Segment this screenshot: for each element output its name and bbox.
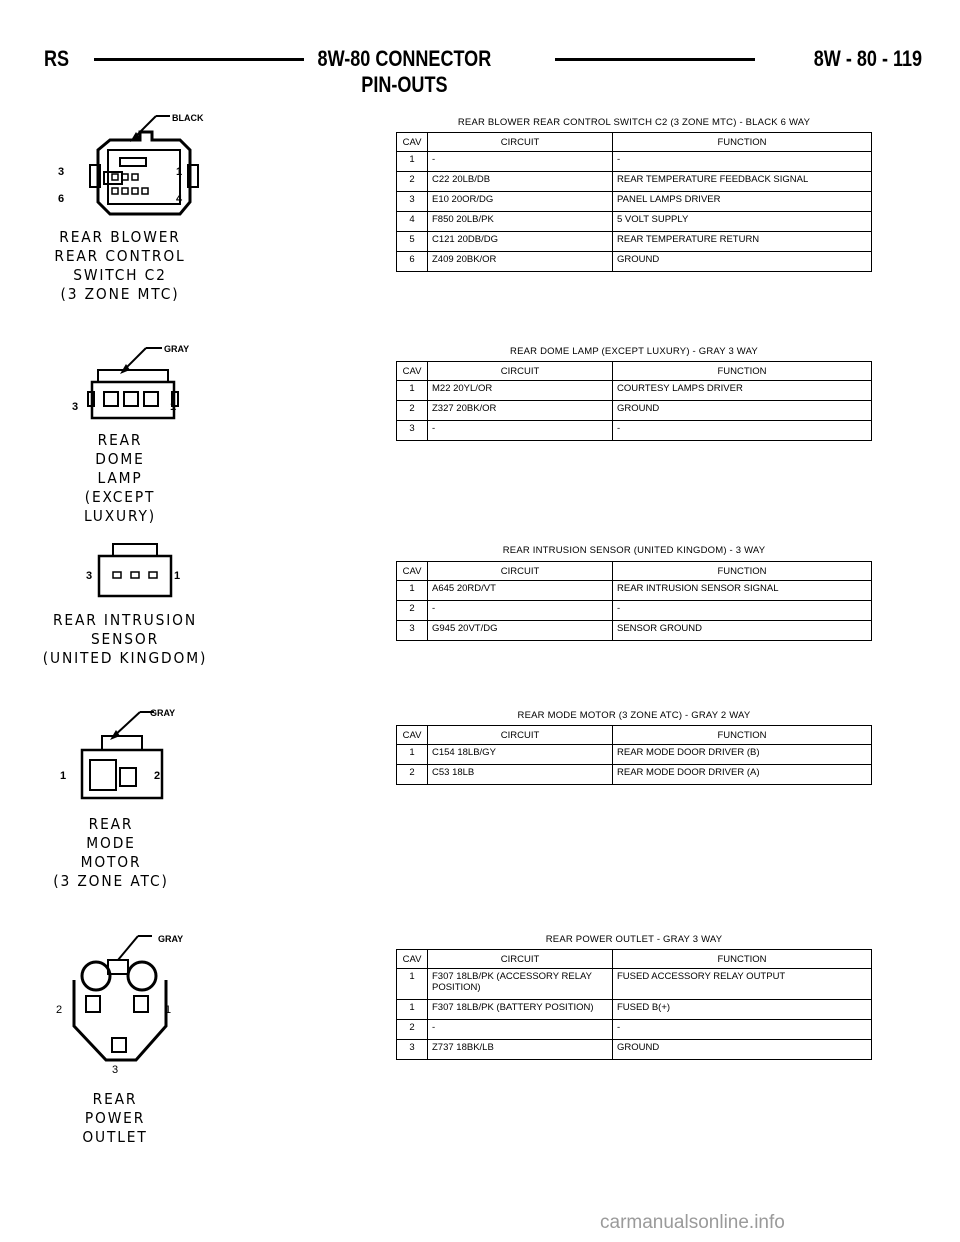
table-row xyxy=(397,212,872,232)
cell-circuit: F850 20LB/PK xyxy=(428,212,613,232)
cell-cav: 1 xyxy=(397,152,428,172)
column-header-cav: CAV xyxy=(397,726,428,745)
cell-function: - xyxy=(613,421,872,441)
caption-line: REAR BLOWER xyxy=(59,228,181,246)
watermark: carmanualsonline.info xyxy=(600,1212,785,1233)
column-header-function: FUNCTION xyxy=(613,562,872,581)
pinout-table xyxy=(396,361,872,441)
cell-cav: 4 xyxy=(397,212,428,232)
cell-function: 5 VOLT SUPPLY xyxy=(613,212,872,232)
connector-caption xyxy=(46,431,193,526)
connector-caption xyxy=(42,815,180,891)
cell-function: GROUND xyxy=(613,252,872,272)
cell-circuit: A645 20RD/VT xyxy=(428,581,613,601)
connector-caption xyxy=(46,1090,184,1147)
page-number: 8W - 80 - 119 xyxy=(813,46,922,71)
pinout-table xyxy=(396,949,872,1060)
caption-line: (3 ZONE MTC) xyxy=(60,285,180,303)
cell-circuit: C121 20DB/DG xyxy=(428,232,613,252)
cell-circuit: - xyxy=(428,152,613,172)
table-row xyxy=(397,1000,872,1020)
caption-line: REAR xyxy=(88,815,134,833)
cell-circuit: - xyxy=(428,1020,613,1040)
cell-cav: 3 xyxy=(397,421,428,441)
cell-cav: 3 xyxy=(397,192,428,212)
caption-line: REAR CONTROL xyxy=(54,247,186,265)
caption-line: OUTLET xyxy=(82,1128,148,1146)
column-header-function: FUNCTION xyxy=(613,726,872,745)
connector-caption xyxy=(38,611,213,668)
pinout-table xyxy=(396,725,872,785)
cell-cav: 2 xyxy=(397,601,428,621)
table-header-row xyxy=(397,950,872,969)
table-row xyxy=(397,192,872,212)
pinout-table xyxy=(396,561,872,641)
cell-circuit: F307 18LB/PK (ACCESSORY RELAY POSITION) xyxy=(428,969,613,1000)
caption-line: REAR INTRUSION xyxy=(52,611,198,629)
caption-line: (UNITED KINGDOM) xyxy=(42,649,208,667)
cell-cav: 1 xyxy=(397,581,428,601)
caption-line: LAMP xyxy=(97,469,143,487)
caption-line: MOTOR xyxy=(80,853,142,871)
table-row xyxy=(397,969,872,1000)
cell-circuit: E10 20OR/DG xyxy=(428,192,613,212)
cell-circuit: - xyxy=(428,601,613,621)
header-rule-left xyxy=(94,58,304,61)
pin-label: 1 xyxy=(60,770,67,782)
cell-circuit: Z327 20BK/OR xyxy=(428,401,613,421)
caption-line: POWER xyxy=(84,1109,146,1127)
cell-cav: 2 xyxy=(397,401,428,421)
cell-function: PANEL LAMPS DRIVER xyxy=(613,192,872,212)
table-row xyxy=(397,581,872,601)
pin-label: 2 xyxy=(154,770,161,782)
column-header-circuit: CIRCUIT xyxy=(428,950,613,969)
cell-function: FUSED ACCESSORY RELAY OUTPUT xyxy=(613,969,872,1000)
cell-cav: 3 xyxy=(397,621,428,641)
connector-color-label: BLACK xyxy=(172,113,204,123)
connector-color-label: GRAY xyxy=(158,934,184,944)
cell-cav: 1 xyxy=(397,969,428,1000)
connector-color-label: GRAY xyxy=(150,708,176,718)
table-row xyxy=(397,381,872,401)
table-row xyxy=(397,745,872,765)
cell-cav: 6 xyxy=(397,252,428,272)
table-row xyxy=(397,232,872,252)
cell-function: FUSED B(+) xyxy=(613,1000,872,1020)
pin-label: 1 xyxy=(170,401,177,413)
table-title: REAR MODE MOTOR (3 ZONE ATC) - GRAY 2 WAY xyxy=(517,710,751,721)
caption-line: REAR xyxy=(97,431,143,449)
cell-function: GROUND xyxy=(613,401,872,421)
cell-function: REAR TEMPERATURE RETURN xyxy=(613,232,872,252)
section-code: RS xyxy=(44,46,70,71)
column-header-circuit: CIRCUIT xyxy=(428,562,613,581)
caption-line: REAR xyxy=(92,1090,138,1108)
column-header-function: FUNCTION xyxy=(613,133,872,152)
column-header-function: FUNCTION xyxy=(613,950,872,969)
column-header-cav: CAV xyxy=(397,133,428,152)
column-header-cav: CAV xyxy=(397,562,428,581)
table-row xyxy=(397,601,872,621)
pin-label: 1 xyxy=(174,570,181,582)
pin-label: 6 xyxy=(58,193,65,205)
cell-circuit: M22 20YL/OR xyxy=(428,381,613,401)
table-header-row xyxy=(397,562,872,581)
cell-cav: 1 xyxy=(397,745,428,765)
cell-function: - xyxy=(613,1020,872,1040)
pin-label: 4 xyxy=(176,193,183,205)
table-row xyxy=(397,421,872,441)
column-header-cav: CAV xyxy=(397,362,428,381)
pin-label: 3 xyxy=(58,166,65,178)
table-row xyxy=(397,252,872,272)
caption-line: (3 ZONE ATC) xyxy=(53,872,169,890)
connector-6way-drawing xyxy=(60,110,220,230)
pin-label: 3 xyxy=(72,401,79,413)
table-row xyxy=(397,401,872,421)
cell-circuit: G945 20VT/DG xyxy=(428,621,613,641)
caption-line: DOME xyxy=(95,450,145,468)
cell-function: - xyxy=(613,152,872,172)
caption-line: (EXCEPT LUXURY) xyxy=(83,488,157,525)
cell-circuit: F307 18LB/PK (BATTERY POSITION) xyxy=(428,1000,613,1020)
column-header-circuit: CIRCUIT xyxy=(428,726,613,745)
cell-function: SENSOR GROUND xyxy=(613,621,872,641)
connector-color-label: GRAY xyxy=(164,344,190,354)
cell-circuit: C53 18LB xyxy=(428,765,613,785)
table-title: REAR BLOWER REAR CONTROL SWITCH C2 (3 ZONE MTC) - BLACK 6 WAY xyxy=(457,117,811,128)
caption-line: SWITCH C2 xyxy=(73,266,167,284)
table-title: REAR DOME LAMP (EXCEPT LUXURY) - GRAY 3 WAY xyxy=(510,346,758,357)
cell-cav: 1 xyxy=(397,381,428,401)
cell-cav: 5 xyxy=(397,232,428,252)
cell-function: REAR MODE DOOR DRIVER (B) xyxy=(613,745,872,765)
cell-cav: 2 xyxy=(397,1020,428,1040)
cell-function: REAR INTRUSION SENSOR SIGNAL xyxy=(613,581,872,601)
cell-circuit: - xyxy=(428,421,613,441)
table-title: REAR INTRUSION SENSOR (UNITED KINGDOM) - 3 WAY xyxy=(502,545,766,556)
table-row xyxy=(397,1040,872,1060)
table-header-row xyxy=(397,726,872,745)
pinout-table xyxy=(396,132,872,272)
cell-function: - xyxy=(613,601,872,621)
column-header-circuit: CIRCUIT xyxy=(428,133,613,152)
cell-function: COURTESY LAMPS DRIVER xyxy=(613,381,872,401)
caption-line: SENSOR xyxy=(90,630,160,648)
column-header-function: FUNCTION xyxy=(613,362,872,381)
cell-circuit: Z737 18BK/LB xyxy=(428,1040,613,1060)
pin-label: 3 xyxy=(112,1064,119,1076)
table-row xyxy=(397,172,872,192)
header-rule-right xyxy=(555,58,755,61)
table-header-row xyxy=(397,362,872,381)
cell-function: REAR MODE DOOR DRIVER (A) xyxy=(613,765,872,785)
cell-cav: 2 xyxy=(397,172,428,192)
cell-cav: 2 xyxy=(397,765,428,785)
caption-line: MODE xyxy=(86,834,136,852)
connector-caption xyxy=(46,228,193,304)
table-title: REAR POWER OUTLET - GRAY 3 WAY xyxy=(545,934,723,945)
page-title: 8W-80 CONNECTOR PIN-OUTS xyxy=(317,46,492,97)
cell-cav: 3 xyxy=(397,1040,428,1060)
table-row xyxy=(397,1020,872,1040)
table-header-row xyxy=(397,133,872,152)
connector-3way-sensor-drawing xyxy=(85,538,185,608)
page-header xyxy=(0,0,960,97)
cell-circuit: C154 18LB/GY xyxy=(428,745,613,765)
pin-label: 2 xyxy=(56,1004,63,1016)
table-row xyxy=(397,621,872,641)
column-header-circuit: CIRCUIT xyxy=(428,362,613,381)
cell-cav: 1 xyxy=(397,1000,428,1020)
table-row xyxy=(397,152,872,172)
cell-function: GROUND xyxy=(613,1040,872,1060)
pin-label: 1 xyxy=(176,166,183,178)
column-header-cav: CAV xyxy=(397,950,428,969)
pin-label: 3 xyxy=(86,570,93,582)
cell-function: REAR TEMPERATURE FEEDBACK SIGNAL xyxy=(613,172,872,192)
connector-power-outlet-drawing xyxy=(60,930,180,1070)
pin-label: 1 xyxy=(165,1004,172,1016)
table-row xyxy=(397,765,872,785)
cell-circuit: C22 20LB/DB xyxy=(428,172,613,192)
cell-circuit: Z409 20BK/OR xyxy=(428,252,613,272)
